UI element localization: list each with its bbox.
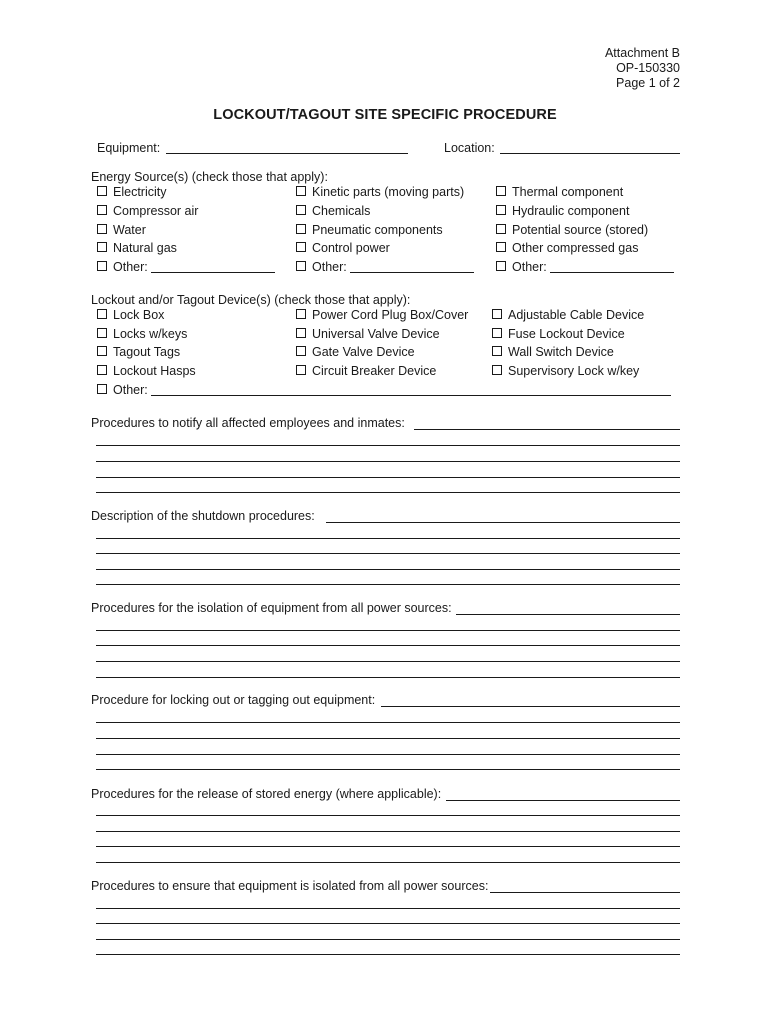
answer-line[interactable] xyxy=(446,800,680,801)
location-label: Location: xyxy=(444,141,495,155)
other-blank[interactable] xyxy=(151,272,275,273)
checkbox[interactable] xyxy=(496,186,506,196)
answer-line[interactable] xyxy=(96,769,680,770)
answer-line[interactable] xyxy=(96,584,680,585)
checkbox[interactable] xyxy=(496,261,506,271)
checkbox[interactable] xyxy=(97,384,107,394)
answer-line[interactable] xyxy=(96,954,680,955)
device-option[interactable]: Adjustable Cable Device xyxy=(492,308,644,322)
answer-line[interactable] xyxy=(96,923,680,924)
checkbox[interactable] xyxy=(296,205,306,215)
checkbox[interactable] xyxy=(97,242,107,252)
answer-line[interactable] xyxy=(96,630,680,631)
answer-line[interactable] xyxy=(96,461,680,462)
device-option[interactable]: Wall Switch Device xyxy=(492,345,614,359)
answer-line[interactable] xyxy=(96,538,680,539)
checkbox[interactable] xyxy=(97,224,107,234)
checkbox[interactable] xyxy=(296,242,306,252)
devices-heading: Lockout and/or Tagout Device(s) (check those that apply): xyxy=(91,293,411,307)
energy-option[interactable]: Compressor air xyxy=(97,204,198,218)
page-number: Page 1 of 2 xyxy=(616,76,680,90)
energy-option[interactable]: Electricity xyxy=(97,185,166,199)
checkbox[interactable] xyxy=(296,186,306,196)
section-label-isolation: Procedures for the isolation of equipment from all power sources: xyxy=(91,601,452,615)
other-blank[interactable] xyxy=(550,272,674,273)
checkbox[interactable] xyxy=(97,261,107,271)
checkbox[interactable] xyxy=(97,309,107,319)
device-option[interactable]: Supervisory Lock w/key xyxy=(492,364,639,378)
answer-line[interactable] xyxy=(96,831,680,832)
energy-option[interactable]: Control power xyxy=(296,241,390,255)
section-label-notify: Procedures to notify all affected employees and inmates: xyxy=(91,416,405,430)
checkbox[interactable] xyxy=(492,328,502,338)
device-option[interactable]: Lock Box xyxy=(97,308,164,322)
device-option[interactable]: Fuse Lockout Device xyxy=(492,327,625,341)
checkbox[interactable] xyxy=(97,328,107,338)
answer-line[interactable] xyxy=(414,429,680,430)
answer-line[interactable] xyxy=(456,614,680,615)
answer-line[interactable] xyxy=(96,939,680,940)
answer-line[interactable] xyxy=(96,754,680,755)
device-option[interactable]: Gate Valve Device xyxy=(296,345,415,359)
energy-option[interactable]: Kinetic parts (moving parts) xyxy=(296,185,464,199)
device-option[interactable]: Circuit Breaker Device xyxy=(296,364,436,378)
answer-line[interactable] xyxy=(96,661,680,662)
location-field[interactable] xyxy=(500,153,680,154)
answer-line[interactable] xyxy=(381,706,680,707)
device-option[interactable]: Lockout Hasps xyxy=(97,364,196,378)
checkbox[interactable] xyxy=(97,346,107,356)
checkbox[interactable] xyxy=(492,309,502,319)
answer-line[interactable] xyxy=(490,892,680,893)
attachment-label: Attachment B xyxy=(604,46,680,60)
answer-line[interactable] xyxy=(96,815,680,816)
energy-option[interactable]: Pneumatic components xyxy=(296,223,443,237)
answer-line[interactable] xyxy=(96,645,680,646)
equipment-label: Equipment: xyxy=(97,141,161,155)
energy-option[interactable]: Water xyxy=(97,223,146,237)
section-label-release: Procedures for the release of stored energy (where applicable): xyxy=(91,787,442,801)
energy-option[interactable]: Chemicals xyxy=(296,204,370,218)
other-blank[interactable] xyxy=(350,272,474,273)
energy-option[interactable]: Hydraulic component xyxy=(496,204,629,218)
answer-line[interactable] xyxy=(326,522,680,523)
equipment-field[interactable] xyxy=(166,153,408,154)
checkbox[interactable] xyxy=(296,309,306,319)
document-header xyxy=(605,46,680,91)
energy-sources-heading: Energy Source(s) (check those that apply): xyxy=(91,170,328,184)
device-option[interactable]: Tagout Tags xyxy=(97,345,180,359)
answer-line[interactable] xyxy=(96,722,680,723)
page-title: LOCKOUT/TAGOUT SITE SPECIFIC PROCEDURE xyxy=(213,107,557,123)
energy-option-other[interactable]: Other: xyxy=(97,260,275,274)
checkbox[interactable] xyxy=(97,186,107,196)
answer-line[interactable] xyxy=(96,677,680,678)
section-label-locking: Procedure for locking out or tagging out equipment: xyxy=(91,693,376,707)
answer-line[interactable] xyxy=(96,908,680,909)
answer-line[interactable] xyxy=(96,738,680,739)
energy-option-other[interactable]: Other: xyxy=(296,260,474,274)
checkbox[interactable] xyxy=(296,365,306,375)
energy-option[interactable]: Thermal component xyxy=(496,185,623,199)
checkbox[interactable] xyxy=(296,328,306,338)
answer-line[interactable] xyxy=(96,846,680,847)
checkbox[interactable] xyxy=(496,205,506,215)
device-option[interactable]: Locks w/keys xyxy=(97,327,187,341)
answer-line[interactable] xyxy=(96,553,680,554)
energy-option[interactable]: Natural gas xyxy=(97,241,177,255)
device-option-other[interactable]: Other: xyxy=(97,383,671,397)
answer-line[interactable] xyxy=(96,477,680,478)
energy-option-other[interactable]: Other: xyxy=(496,260,674,274)
checkbox[interactable] xyxy=(97,205,107,215)
energy-option[interactable]: Potential source (stored) xyxy=(496,223,648,237)
answer-line[interactable] xyxy=(96,569,680,570)
answer-line[interactable] xyxy=(96,445,680,446)
answer-line[interactable] xyxy=(96,492,680,493)
energy-option[interactable]: Other compressed gas xyxy=(496,241,638,255)
checkbox[interactable] xyxy=(296,261,306,271)
checkbox[interactable] xyxy=(492,346,502,356)
checkbox[interactable] xyxy=(496,224,506,234)
checkbox[interactable] xyxy=(496,242,506,252)
document-number: OP-150330 xyxy=(616,61,680,75)
checkbox[interactable] xyxy=(97,365,107,375)
device-option[interactable]: Power Cord Plug Box/Cover xyxy=(296,308,468,322)
section-label-verify: Procedures to ensure that equipment is isolated from all power sources: xyxy=(91,879,489,893)
checkbox[interactable] xyxy=(492,365,502,375)
checkbox[interactable] xyxy=(296,224,306,234)
checkbox[interactable] xyxy=(296,346,306,356)
answer-line[interactable] xyxy=(96,862,680,863)
device-option[interactable]: Universal Valve Device xyxy=(296,327,440,341)
other-blank[interactable] xyxy=(151,395,671,396)
section-label-shutdown: Description of the shutdown procedures: xyxy=(91,509,315,523)
